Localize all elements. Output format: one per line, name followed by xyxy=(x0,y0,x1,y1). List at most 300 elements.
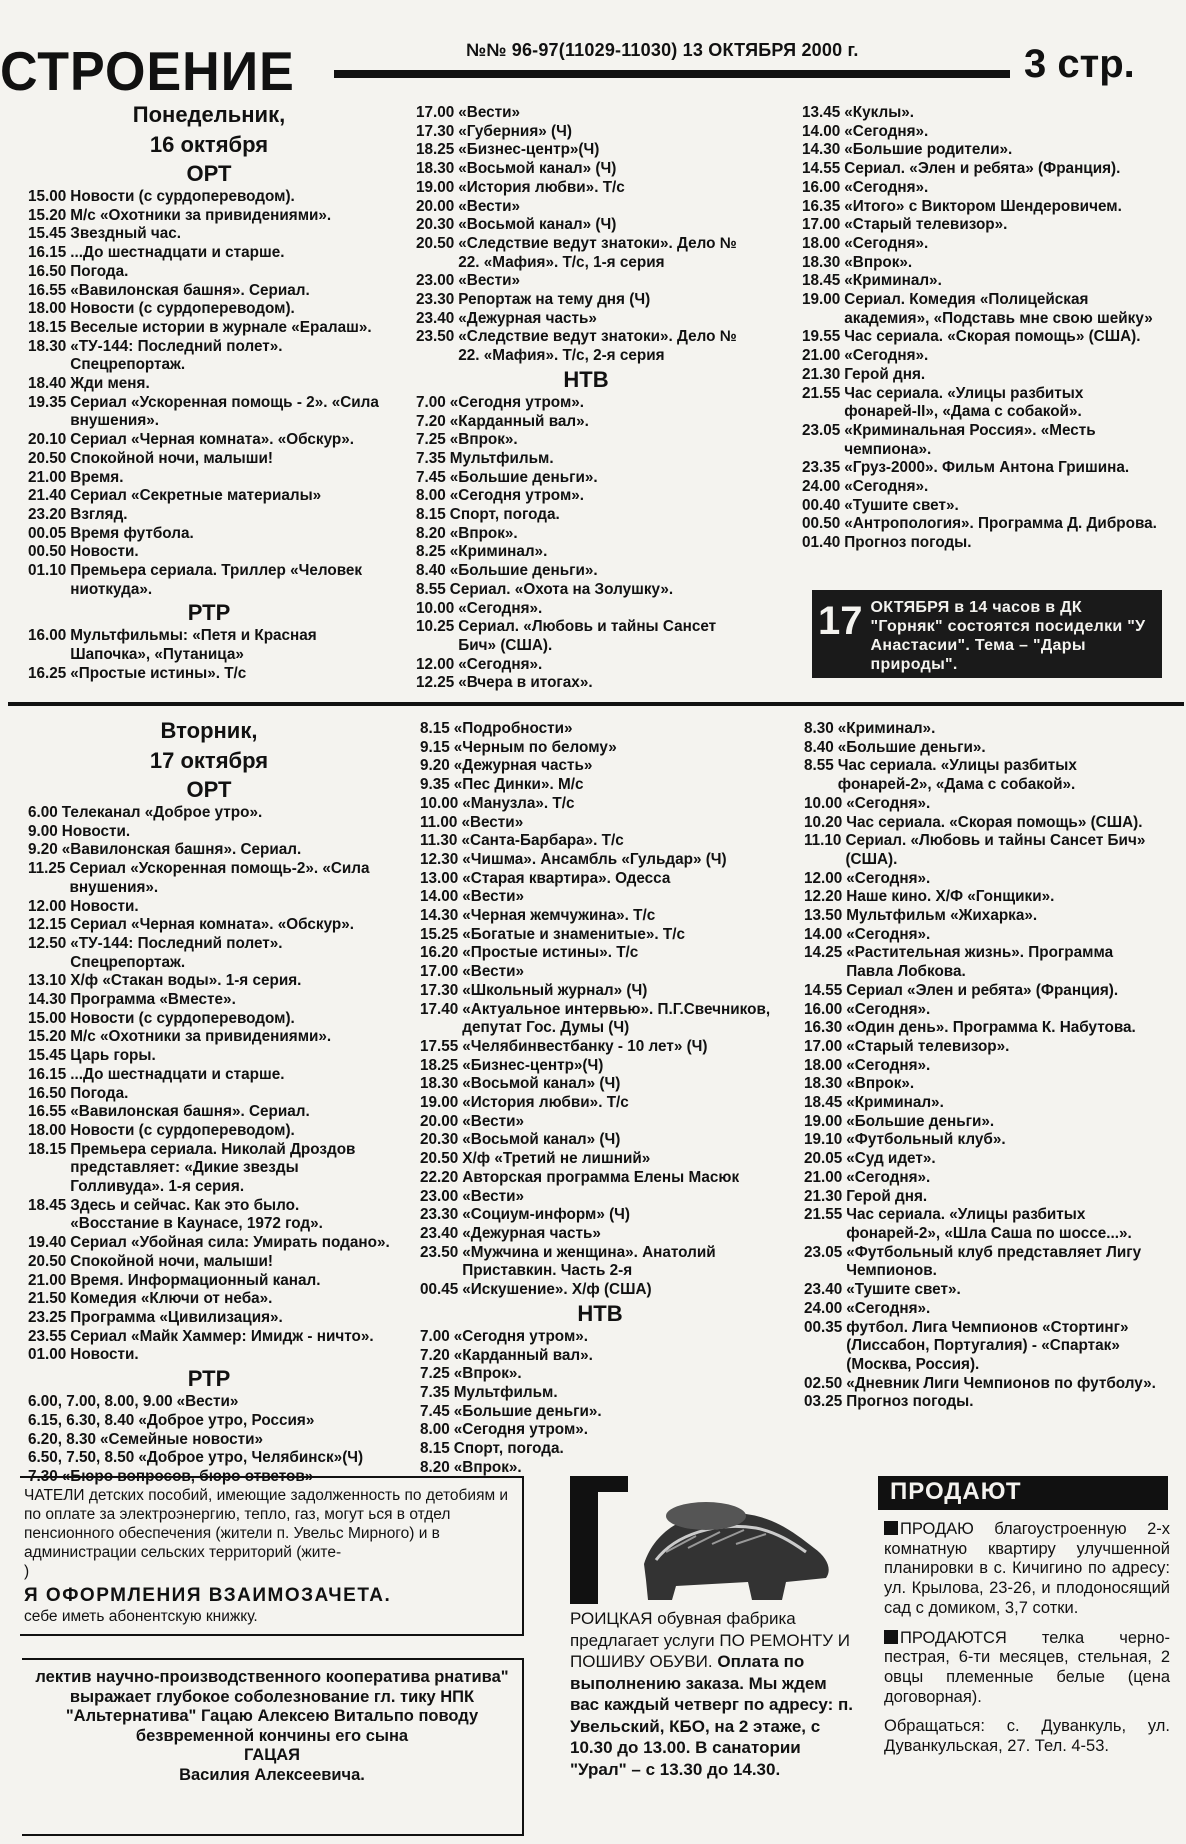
schedule-item xyxy=(28,1028,390,1047)
schedule-time: 01.00 xyxy=(28,1346,67,1364)
monday-column-2 xyxy=(416,104,756,693)
shoe-icon xyxy=(636,1486,836,1604)
schedule-item xyxy=(416,562,756,581)
schedule-program: «Криминал». xyxy=(837,720,936,737)
schedule-program: «Бизнес-центр»(Ч) xyxy=(458,141,600,159)
schedule-time: 20.00 xyxy=(420,1112,459,1130)
schedule-item xyxy=(802,254,1160,273)
schedule-time: 15.25 xyxy=(420,925,459,943)
schedule-program: Здесь и сейчас. Как это было. «Восстание в Каунасе, 1972 год». xyxy=(70,1196,323,1233)
schedule-program: Мультфильмы: «Петя и Красная Шапочка», «Путаница» xyxy=(70,627,317,664)
schedule-item xyxy=(802,123,1160,142)
schedule-time: 17.55 xyxy=(420,1037,459,1055)
schedule-program: «Суд идет». xyxy=(846,1150,936,1168)
sale-item-2 xyxy=(884,1629,1170,1708)
schedule-time: 15.00 xyxy=(28,188,67,205)
schedule-item xyxy=(420,982,780,1001)
schedule-item xyxy=(802,422,1160,459)
shoe-ad-lead: РОИЦКАЯ обувная фабрика предлагает услуги ПО РЕМОНТУ И ПОШИВУ ОБУВИ. xyxy=(570,1609,850,1671)
schedule-time: 18.30 xyxy=(804,1075,843,1093)
schedule-item xyxy=(804,1001,1162,1020)
schedule-program: Спокойной ночи, малыши! xyxy=(70,1252,273,1270)
bullet-icon xyxy=(884,1630,898,1644)
schedule-item xyxy=(804,1244,1162,1281)
schedule-item xyxy=(28,1449,390,1468)
schedule-program: «Старый телевизор». xyxy=(844,216,1008,234)
schedule-item xyxy=(28,319,390,338)
schedule-program: «Впрок». xyxy=(453,1458,522,1476)
schedule-time: 17.00 xyxy=(416,104,455,121)
schedule-item xyxy=(802,459,1160,478)
schedule-program: «Впрок». xyxy=(844,253,913,271)
schedule-item xyxy=(28,1431,390,1450)
schedule-time: 21.55 xyxy=(804,1206,843,1224)
schedule-program: «История любви». Т/с xyxy=(458,178,625,196)
schedule-item xyxy=(420,832,780,851)
schedule-program: Мультфильм «Жихарка». xyxy=(846,907,1038,925)
schedule-time: 23.05 xyxy=(804,1243,843,1261)
schedule-program: Прогноз погоды. xyxy=(844,534,972,552)
schedule-time: 01.40 xyxy=(802,534,841,552)
schedule-program: «Чишма». Ансамбль «Гульдар» (Ч) xyxy=(462,850,727,868)
schedule-program: Мультфильм. xyxy=(453,1383,558,1401)
schedule-time: 23.50 xyxy=(420,1243,459,1261)
schedule-item xyxy=(420,1169,780,1188)
schedule-item xyxy=(28,225,390,244)
schedule-program: Сериал. Комедия «Полицейская академия», «Подставь мне свою шейку» xyxy=(844,291,1153,327)
channel-heading-ort: ОРТ xyxy=(186,161,232,186)
schedule-program: «Сегодня». xyxy=(846,1000,931,1018)
schedule-item xyxy=(416,328,756,365)
schedule-time: 16.00 xyxy=(804,1000,843,1018)
schedule-time: 19.55 xyxy=(802,328,841,346)
schedule-program: «Сегодня». xyxy=(844,347,929,365)
schedule-time: 21.00 xyxy=(802,347,841,365)
schedule-program: «Челябинвестбанку - 10 лет» (Ч) xyxy=(462,1037,708,1055)
schedule-item xyxy=(802,478,1160,497)
schedule-item xyxy=(420,963,780,982)
schedule-program: Время. Информационный канал. xyxy=(70,1271,321,1289)
section-divider xyxy=(8,702,1184,706)
schedule-time: 02.50 xyxy=(804,1374,843,1392)
schedule-item xyxy=(420,1421,780,1440)
schedule-time: 7.30 xyxy=(28,1467,58,1485)
schedule-item xyxy=(28,207,390,226)
schedule-item xyxy=(420,814,780,833)
schedule-item xyxy=(420,1328,780,1347)
schedule-time: 13.45 xyxy=(802,104,841,121)
schedule-item xyxy=(416,674,756,693)
schedule-time: 17.30 xyxy=(420,981,459,999)
schedule-time: 21.40 xyxy=(28,487,67,505)
schedule-program: «История любви». Т/с xyxy=(462,1094,629,1112)
schedule-program: «Тушите свет». xyxy=(844,496,959,514)
schedule-time: 18.45 xyxy=(804,1094,843,1112)
schedule-list xyxy=(416,104,756,366)
schedule-program: «Восьмой канал» (Ч) xyxy=(462,1075,621,1093)
schedule-time: 10.00 xyxy=(804,794,843,812)
schedule-program: «Вчера в итогах». xyxy=(458,674,593,692)
schedule-program: «Сегодня утром». xyxy=(453,1327,589,1345)
schedule-program: «Вести» xyxy=(462,1112,525,1130)
schedule-program: «Итого» с Виктором Шендеровичем. xyxy=(844,197,1122,215)
schedule-time: 18.25 xyxy=(420,1056,459,1074)
schedule-time: 7.20 xyxy=(416,412,446,430)
schedule-program: ...До шестнадцати и старше. xyxy=(70,1065,285,1083)
schedule-time: 21.30 xyxy=(802,365,841,383)
schedule-time: 11.10 xyxy=(804,832,842,850)
schedule-time: 14.25 xyxy=(804,944,843,962)
tuesday-column-3 xyxy=(804,720,1162,1412)
schedule-program: «Сегодня». xyxy=(844,478,929,496)
sale-section xyxy=(884,1520,1170,1767)
schedule-time: 00.45 xyxy=(420,1281,459,1299)
schedule-time: 18.15 xyxy=(28,1140,67,1158)
schedule-time: 18.15 xyxy=(28,318,67,336)
schedule-item xyxy=(420,1150,780,1169)
schedule-time: 6.00, 7.00, 8.00, 9.00 xyxy=(28,1393,173,1411)
schedule-item xyxy=(802,179,1160,198)
schedule-program: «Груз-2000». Фильм Антона Гришина. xyxy=(844,459,1130,477)
schedule-time: 16.00 xyxy=(28,627,67,645)
sale-item-1-text: ПРОДАЮ благоустроенную 2-х комнатную квартиру улучшенной планировки в с. Кичигино по адресу: ул. Крылова, 23-26, и плодоносящий сад с домиком, 3,7 сотки. xyxy=(884,1520,1170,1617)
schedule-item xyxy=(28,543,390,562)
schedule-time: 15.20 xyxy=(28,206,67,224)
sale-item-1 xyxy=(884,1520,1170,1619)
schedule-item xyxy=(28,1103,390,1122)
schedule-time: 12.00 xyxy=(28,897,67,915)
schedule-item xyxy=(804,982,1162,1001)
schedule-program: «Большие родители». xyxy=(844,141,1013,159)
schedule-time: 8.20 xyxy=(416,524,446,542)
schedule-list xyxy=(416,394,756,693)
schedule-program: «Антропология». Программа Д. Диброва. xyxy=(844,515,1157,533)
schedule-time: 7.00 xyxy=(416,393,446,411)
schedule-item xyxy=(420,1459,780,1478)
schedule-program: Погода. xyxy=(70,1084,129,1102)
schedule-time: 21.00 xyxy=(804,1168,843,1186)
schedule-time: 9.35 xyxy=(420,776,450,794)
schedule-item xyxy=(420,1384,780,1403)
schedule-program: «Впрок». xyxy=(846,1075,915,1093)
schedule-time: 11.25 xyxy=(28,860,66,878)
schedule-item xyxy=(416,487,756,506)
schedule-item xyxy=(28,1066,390,1085)
schedule-time: 21.00 xyxy=(28,468,67,486)
schedule-item xyxy=(420,776,780,795)
schedule-time: 21.50 xyxy=(28,1290,67,1308)
event-notice xyxy=(812,590,1162,678)
schedule-list xyxy=(28,1393,390,1487)
schedule-item xyxy=(804,832,1162,869)
schedule-time: 12.50 xyxy=(28,934,67,952)
schedule-program: «Старая квартира». Одесса xyxy=(462,869,671,887)
schedule-item xyxy=(416,179,756,198)
condolence-name-2: Василия Алексеевича. xyxy=(179,1765,365,1784)
schedule-program: Сериал «Майк Хаммер: Имидж - ничто». xyxy=(70,1327,374,1345)
schedule-item xyxy=(28,375,390,394)
schedule-time: 6.50, 7.50, 8.50 xyxy=(28,1449,135,1467)
schedule-program: Герой дня. xyxy=(844,365,926,383)
schedule-item xyxy=(420,907,780,926)
schedule-list xyxy=(28,188,390,599)
schedule-time: 18.30 xyxy=(416,160,455,178)
schedule-list xyxy=(28,804,390,1365)
schedule-item xyxy=(802,328,1160,347)
schedule-item xyxy=(802,497,1160,516)
schedule-program: «Сегодня утром». xyxy=(449,393,585,411)
schedule-item xyxy=(28,1272,390,1291)
schedule-program: Сериал «Убойная сила: Умирать подано». xyxy=(70,1234,390,1252)
schedule-program: «Сегодня». xyxy=(846,794,931,812)
schedule-time: 00.50 xyxy=(28,543,67,561)
schedule-program: «Криминал». xyxy=(449,543,548,561)
schedule-time: 12.20 xyxy=(804,888,843,906)
schedule-program: «Большие деньги». xyxy=(449,468,598,486)
channel-heading-ort: ОРТ xyxy=(186,777,232,802)
schedule-item xyxy=(28,1412,390,1431)
schedule-item xyxy=(804,888,1162,907)
schedule-program: «Губерния» (Ч) xyxy=(458,122,572,140)
schedule-time: 20.30 xyxy=(416,216,455,234)
day-date: 17 октября xyxy=(149,748,269,773)
schedule-program: «Вести» xyxy=(458,272,521,290)
schedule-time: 9.20 xyxy=(420,757,450,775)
schedule-program: «Бизнес-центр»(Ч) xyxy=(462,1056,604,1074)
schedule-program: «Карданный вал». xyxy=(449,412,589,430)
schedule-time: 19.00 xyxy=(416,178,455,196)
schedule-item xyxy=(416,216,756,235)
schedule-time: 14.30 xyxy=(802,141,841,159)
schedule-item xyxy=(804,907,1162,926)
schedule-program: «Доброе утро, Челябинск»(Ч) xyxy=(138,1449,364,1467)
schedule-program: Новости (с сурдопереводом). xyxy=(70,188,295,205)
schedule-program: «Сегодня». xyxy=(846,925,931,943)
schedule-item xyxy=(416,394,756,413)
schedule-time: 22.20 xyxy=(420,1168,459,1186)
schedule-program: Спорт, погода. xyxy=(453,1440,564,1458)
schedule-program: Спорт, погода. xyxy=(449,506,560,524)
schedule-time: 16.50 xyxy=(28,262,67,280)
schedule-time: 16.35 xyxy=(802,197,841,215)
schedule-item xyxy=(28,991,390,1010)
schedule-time: 21.55 xyxy=(802,384,841,402)
schedule-program: «Криминальная Россия». «Месть чемпиона». xyxy=(844,421,1096,458)
schedule-item xyxy=(416,656,756,675)
schedule-item xyxy=(804,870,1162,889)
schedule-program: «ТУ-144: Последний полет». Спецрепортаж. xyxy=(70,934,283,971)
schedule-program: «Вести» xyxy=(176,1393,239,1411)
schedule-program: «Вести» xyxy=(462,888,525,906)
schedule-program: «Сегодня». xyxy=(458,655,543,673)
schedule-program: «Богатые и знаменитые». Т/с xyxy=(462,925,685,943)
schedule-time: 8.00 xyxy=(416,487,446,505)
schedule-item xyxy=(420,1440,780,1459)
schedule-program: «Один день». Программа К. Набутова. xyxy=(846,1019,1136,1037)
schedule-program: Авторская программа Елены Масюк xyxy=(462,1168,740,1186)
schedule-item xyxy=(420,1347,780,1366)
schedule-item xyxy=(804,757,1162,794)
schedule-item xyxy=(804,1319,1162,1375)
schedule-program: «Сегодня утром». xyxy=(453,1421,589,1439)
schedule-item xyxy=(28,282,390,301)
schedule-item xyxy=(420,757,780,776)
schedule-program: Репортаж на тему дня (Ч) xyxy=(458,291,651,309)
schedule-program: Жди меня. xyxy=(70,375,150,393)
schedule-program: «Криминал». xyxy=(844,272,942,290)
schedule-program: Погода. xyxy=(70,262,129,280)
schedule-program: «Вавилонская башня». Сериал. xyxy=(70,1103,310,1121)
schedule-program: «Растительная жизнь». Программа Павла Лобкова. xyxy=(846,944,1114,981)
schedule-time: 19.40 xyxy=(28,1234,67,1252)
schedule-program: Спокойной ночи, малыши! xyxy=(70,449,273,467)
shoe-factory-ad xyxy=(570,1476,860,1816)
schedule-time: 23.50 xyxy=(416,328,455,346)
schedule-time: 00.40 xyxy=(802,496,841,514)
schedule-program: «Следствие ведут знатоки». Дело № 22. «Мафия». Т/с, 2-я серия xyxy=(458,328,737,365)
schedule-time: 10.00 xyxy=(416,599,455,617)
schedule-item xyxy=(28,1309,390,1328)
schedule-time: 11.00 xyxy=(420,813,458,831)
schedule-item xyxy=(416,272,756,291)
schedule-time: 03.25 xyxy=(804,1393,843,1411)
schedule-item xyxy=(28,338,390,375)
condolence-text: лектив научно-производственного кооператива рнатива" выражает глубокое соболезнование гл. тику НПК "Альтернатива" Гацаю Алексею Витальпо поводу безвременной кончины его сына xyxy=(35,1668,509,1745)
schedule-time: 21.30 xyxy=(804,1187,843,1205)
schedule-item xyxy=(28,1253,390,1272)
schedule-item xyxy=(420,1244,780,1281)
schedule-program: Новости (с сурдопереводом). xyxy=(70,300,295,318)
schedule-program: «Санта-Барбара». Т/с xyxy=(461,832,624,850)
schedule-time: 20.30 xyxy=(420,1131,459,1149)
schedule-time: 8.40 xyxy=(416,562,446,580)
schedule-program: Час сериала. «Улицы разбитых фонарей-2», «Дама с собакой». xyxy=(837,757,1077,794)
schedule-time: 20.50 xyxy=(420,1150,459,1168)
schedule-item xyxy=(28,1290,390,1309)
schedule-time: 7.25 xyxy=(420,1365,450,1383)
schedule-program: Премьера сериала. Триллер «Человек ниоткуда». xyxy=(70,562,363,598)
schedule-program: «Большие деньги». xyxy=(846,1112,995,1130)
schedule-program: Новости. xyxy=(70,1346,139,1364)
schedule-time: 12.00 xyxy=(416,655,455,673)
schedule-program: Мультфильм. xyxy=(449,449,554,467)
issue-info: №№ 96-97(11029-11030) 13 ОКТЯБРЯ 2000 г. xyxy=(466,40,859,60)
schedule-item xyxy=(420,1365,780,1384)
schedule-program: «Черным по белому» xyxy=(453,738,617,756)
schedule-time: 11.30 xyxy=(420,832,458,850)
schedule-program: «Сегодня утром». xyxy=(449,487,585,505)
pension-ad-tail: себе иметь абонентскую книжку. xyxy=(24,1608,258,1625)
schedule-time: 6.20, 8.30 xyxy=(28,1430,97,1448)
schedule-time: 7.25 xyxy=(416,431,446,449)
schedule-item xyxy=(804,1206,1162,1243)
schedule-time: 00.05 xyxy=(28,524,67,542)
schedule-program: Наше кино. Х/Ф «Гонщики». xyxy=(846,888,1055,906)
schedule-program: «Актуальное интервью». П.Г.Свечников, депутат Гос. Думы (Ч) xyxy=(462,1000,771,1037)
sale-contact: Обращаться: с. Дуванкуль, ул. Дуванкульская, 27. Тел. 4-53. xyxy=(884,1717,1170,1756)
notice-text: ОКТЯБРЯ в 14 часов в ДК "Горняк" состоятся посиделки "У Анастасии". Тема – "Дары природы". xyxy=(870,599,1146,673)
schedule-time: 19.00 xyxy=(802,291,841,309)
schedule-program: Сериал. «Охота на Золушку». xyxy=(449,580,674,598)
schedule-item xyxy=(804,1375,1162,1394)
schedule-item xyxy=(420,739,780,758)
schedule-item xyxy=(416,291,756,310)
schedule-program: Сериал «Черная комната». «Обскур». xyxy=(70,431,354,449)
schedule-item xyxy=(802,104,1160,123)
schedule-time: 10.00 xyxy=(420,794,459,812)
schedule-item xyxy=(28,263,390,282)
schedule-item xyxy=(420,1113,780,1132)
schedule-program: «Восьмой канал» (Ч) xyxy=(458,216,617,234)
schedule-item xyxy=(802,272,1160,291)
schedule-time: 18.45 xyxy=(802,272,841,290)
pension-ad-bracket: ) xyxy=(24,1563,30,1580)
schedule-item xyxy=(802,198,1160,217)
schedule-item xyxy=(416,104,756,123)
schedule-program: «Искушение». Х/ф (США) xyxy=(462,1281,652,1299)
day-heading: Вторник, xyxy=(160,718,258,743)
schedule-program: «Сегодня». xyxy=(844,122,929,140)
schedule-item xyxy=(804,1131,1162,1150)
schedule-program: Комедия «Ключи от неба». xyxy=(70,1290,273,1308)
schedule-program: Сериал «Ускоренная помощь-2». «Сила внушения». xyxy=(69,860,370,896)
schedule-item xyxy=(28,188,390,207)
schedule-program: Новости (с сурдопереводом). xyxy=(70,1121,295,1139)
schedule-time: 19.00 xyxy=(420,1094,459,1112)
schedule-time: 8.15 xyxy=(420,720,450,737)
schedule-time: 23.40 xyxy=(416,309,455,327)
schedule-item xyxy=(802,534,1160,553)
schedule-program: «Большие деньги». xyxy=(837,738,986,756)
schedule-time: 8.15 xyxy=(420,1440,450,1458)
schedule-item xyxy=(802,366,1160,385)
schedule-program: М/с «Охотники за привидениями». xyxy=(70,1028,332,1046)
schedule-list xyxy=(420,720,780,1300)
schedule-program: ...До шестнадцати и старше. xyxy=(70,244,285,262)
schedule-time: 18.00 xyxy=(802,234,841,252)
schedule-time: 8.40 xyxy=(804,738,834,756)
schedule-program: Герой дня. xyxy=(846,1187,928,1205)
schedule-program: «Вести» xyxy=(458,104,521,121)
schedule-item xyxy=(416,618,756,655)
schedule-item xyxy=(804,739,1162,758)
schedule-time: 10.20 xyxy=(804,813,843,831)
schedule-item xyxy=(28,1122,390,1141)
schedule-item xyxy=(28,860,390,897)
schedule-program: Сериал «Ускоренная помощь - 2». «Сила внушения». xyxy=(70,393,379,430)
schedule-program: Прогноз погоды. xyxy=(846,1393,974,1411)
schedule-item xyxy=(416,160,756,179)
schedule-item xyxy=(420,1131,780,1150)
pension-ad-headline: Я ОФОРМЛЕНИЯ ВЗАИМОЗАЧЕТА. xyxy=(24,1585,392,1606)
schedule-time: 14.30 xyxy=(420,907,459,925)
shoe-ad-text xyxy=(570,1608,860,1780)
schedule-time: 8.30 xyxy=(804,720,834,737)
schedule-time: 17.00 xyxy=(802,216,841,234)
schedule-time: 13.50 xyxy=(804,907,843,925)
schedule-program: Час сериала. «Улицы разбитых фонарей-2», «Шла Саша по шоссе...». xyxy=(846,1206,1132,1242)
schedule-time: 18.00 xyxy=(28,1121,67,1139)
schedule-time: 18.45 xyxy=(28,1196,67,1214)
schedule-program: «Сегодня». xyxy=(844,234,929,252)
schedule-program: «Сегодня». xyxy=(846,869,931,887)
schedule-program: «Манузла». Т/с xyxy=(462,794,575,812)
header-rule xyxy=(334,70,1010,78)
schedule-program: «Вести» xyxy=(461,813,524,831)
masthead xyxy=(0,28,1186,103)
schedule-program: Сериал. «Элен и ребята» (Франция). xyxy=(844,160,1121,178)
schedule-time: 16.30 xyxy=(804,1019,843,1037)
